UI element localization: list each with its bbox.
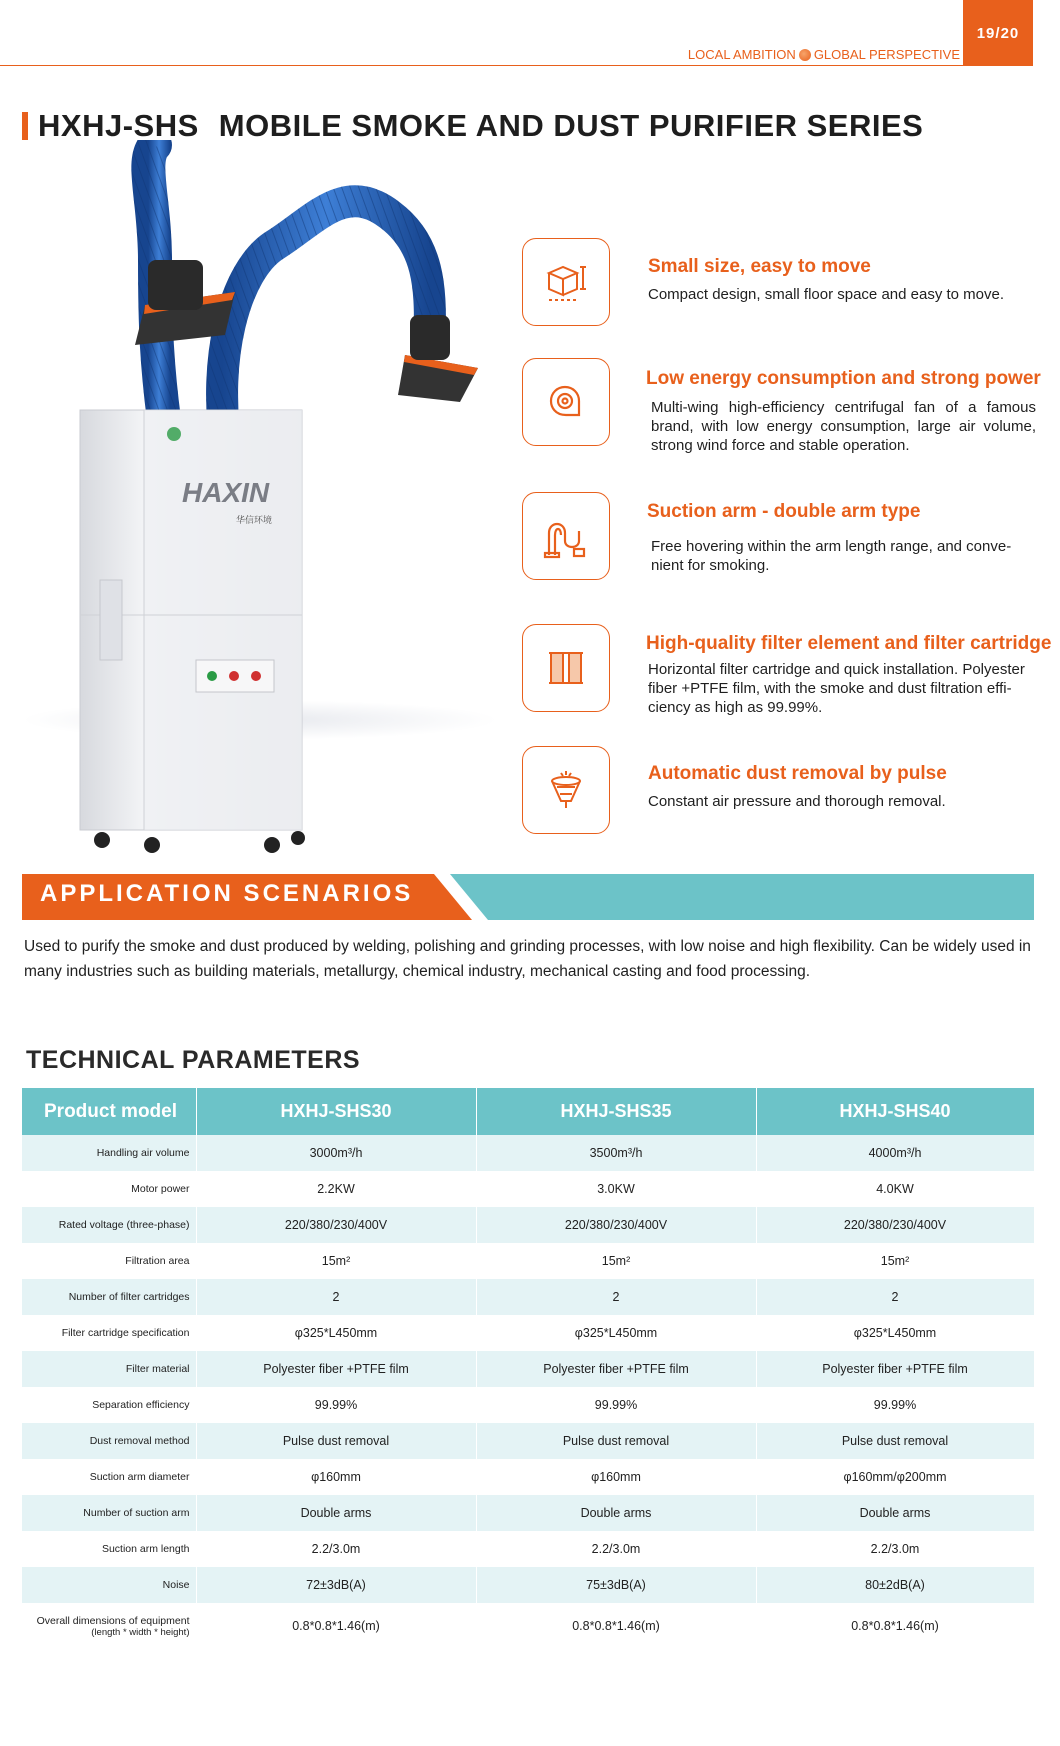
table-cell: Pulse dust removal: [476, 1423, 756, 1459]
table-cell: 220/380/230/400V: [196, 1207, 476, 1243]
table-cell: φ325*L450mm: [196, 1315, 476, 1351]
table-cell: 15m²: [756, 1243, 1034, 1279]
table-cell: 2: [476, 1279, 756, 1315]
table-cell: Double arms: [476, 1495, 756, 1531]
table-cell: 220/380/230/400V: [476, 1207, 756, 1243]
table-header-row: [22, 1088, 1034, 1135]
row-label: [22, 1567, 196, 1603]
row-label-text: Overall dimensions of equipment: [36, 1614, 190, 1627]
tagline: [688, 47, 960, 62]
row-label: [22, 1495, 196, 1531]
table-cell: Double arms: [756, 1495, 1034, 1531]
row-label-text: Suction arm diameter: [89, 1471, 190, 1483]
table-cell: Polyester fiber +PTFE film: [756, 1351, 1034, 1387]
filter-icon: [522, 624, 610, 712]
row-label-text: Dust removal method: [89, 1435, 190, 1447]
row-label: [22, 1207, 196, 1243]
table-cell: 4000m³/h: [756, 1135, 1034, 1171]
row-label-text: Separation efficiency: [92, 1399, 190, 1411]
pulse-icon: [522, 746, 610, 834]
column-header: Product model: [22, 1088, 196, 1135]
row-label: [22, 1531, 196, 1567]
table-cell: 72±3dB(A): [196, 1567, 476, 1603]
table-cell: 99.99%: [476, 1387, 756, 1423]
table-cell: φ325*L450mm: [476, 1315, 756, 1351]
table-cell: φ325*L450mm: [756, 1315, 1034, 1351]
table-row: [22, 1603, 1034, 1649]
row-label-text: Filter material: [125, 1363, 190, 1375]
feature-desc: Multi-wing high-efficiency centrifugal fan of a famous brand, with low energy consumption, large air volume, strong wind force and stable operation.: [651, 399, 1036, 454]
table-cell: 2: [756, 1279, 1034, 1315]
column-header: HXHJ-SHS35: [476, 1088, 756, 1135]
tagline-left: LOCAL AMBITION: [687, 47, 796, 62]
table-row: [22, 1351, 1034, 1387]
table-cell: 2.2/3.0m: [756, 1531, 1034, 1567]
row-label-text: Filter cartridge specification: [61, 1327, 190, 1339]
table-row: [22, 1135, 1034, 1171]
table-cell: Pulse dust removal: [196, 1423, 476, 1459]
row-label: [22, 1171, 196, 1207]
page-number: 19/20: [963, 0, 1033, 66]
row-label: [22, 1315, 196, 1351]
application-text: Used to purify the smoke and dust produced by welding, polishing and grinding processes, with low noise and high flexibility. Can be widely used in many industries such as building materials, metallurgy, chemical industry, mechanical casting and food processing.: [24, 938, 1031, 980]
feature-title: Small size, easy to move: [648, 256, 871, 277]
row-label: [22, 1135, 196, 1171]
table-cell: Double arms: [196, 1495, 476, 1531]
table-cell: Polyester fiber +PTFE film: [476, 1351, 756, 1387]
table-row: [22, 1567, 1034, 1603]
table-cell: 75±3dB(A): [476, 1567, 756, 1603]
table-cell: 3500m³/h: [476, 1135, 756, 1171]
table-cell: 0.8*0.8*1.46(m): [756, 1603, 1034, 1649]
column-header: HXHJ-SHS40: [756, 1088, 1034, 1135]
table-cell: 2.2/3.0m: [476, 1531, 756, 1567]
table-cell: Polyester fiber +PTFE film: [196, 1351, 476, 1387]
feature-title: Low energy consumption and strong power: [646, 368, 1041, 389]
table-cell: 15m²: [476, 1243, 756, 1279]
row-label-text: Noise: [162, 1579, 190, 1591]
fan-icon: [522, 358, 610, 446]
table-cell: φ160mm/φ200mm: [756, 1459, 1034, 1495]
row-label: [22, 1243, 196, 1279]
table-cell: 80±2dB(A): [756, 1567, 1034, 1603]
feature-title: Suction arm - double arm type: [647, 501, 921, 522]
row-label-text: Rated voltage (three-phase): [58, 1219, 190, 1231]
table-cell: 0.8*0.8*1.46(m): [476, 1603, 756, 1649]
row-label: [22, 1423, 196, 1459]
table-row: [22, 1423, 1034, 1459]
arm-icon: [522, 492, 610, 580]
row-label: [22, 1459, 196, 1495]
table-cell: 4.0KW: [756, 1171, 1034, 1207]
product-image: [60, 140, 540, 860]
row-label-text: Motor power: [131, 1183, 190, 1195]
feature-desc: Compact design, small floor space and easy to move.: [648, 286, 1005, 303]
row-label-text: Filtration area: [125, 1255, 190, 1267]
column-header: HXHJ-SHS30: [196, 1088, 476, 1135]
row-sublabel: (length * width * height): [91, 1626, 190, 1638]
title-model: HXHJ-SHS: [38, 108, 199, 143]
page-title: [38, 108, 923, 144]
feature-desc: Free hovering within the arm length range, and conve-nient for smoking.: [651, 538, 1012, 574]
table-cell: 2: [196, 1279, 476, 1315]
row-label-text: Suction arm length: [101, 1543, 190, 1555]
feature-desc: Horizontal filter cartridge and quick installation. Polyester fiber +PTFE film, with the smoke and dust filtration effi-ciency as high as 99.99%.: [648, 661, 1025, 716]
table-cell: 99.99%: [756, 1387, 1034, 1423]
table-row: [22, 1315, 1034, 1351]
table-row: [22, 1171, 1034, 1207]
table-row: [22, 1387, 1034, 1423]
row-label: [22, 1351, 196, 1387]
table-cell: 99.99%: [196, 1387, 476, 1423]
globe-icon: [799, 49, 811, 61]
table-cell: φ160mm: [476, 1459, 756, 1495]
feature-desc: Constant air pressure and thorough removal.: [648, 793, 946, 810]
table-row: [22, 1459, 1034, 1495]
title-accent-bar: [22, 112, 28, 140]
table-row: [22, 1207, 1034, 1243]
table-row: [22, 1279, 1034, 1315]
header-divider: [0, 65, 1033, 66]
table-row: [22, 1243, 1034, 1279]
table-cell: φ160mm: [196, 1459, 476, 1495]
row-label-text: Handling air volume: [96, 1147, 190, 1159]
feature-title: High-quality filter element and filter cartridge: [646, 633, 1052, 654]
table-cell: 15m²: [196, 1243, 476, 1279]
table-cell: Pulse dust removal: [756, 1423, 1034, 1459]
row-label-text: Number of filter cartridges: [68, 1291, 190, 1303]
row-label: [22, 1387, 196, 1423]
title-series: MOBILE SMOKE AND DUST PURIFIER SERIES: [218, 108, 924, 143]
row-label: [22, 1279, 196, 1315]
parameters-table: [22, 1088, 1035, 1649]
box-icon: [522, 238, 610, 326]
table-cell: 2.2/3.0m: [196, 1531, 476, 1567]
row-label: [22, 1603, 196, 1649]
tagline-right: GLOBAL PERSPECTIVE: [813, 47, 960, 62]
application-banner-teal: [450, 874, 1034, 920]
table-row: [22, 1531, 1034, 1567]
table-cell: 3.0KW: [476, 1171, 756, 1207]
row-label-text: Number of suction arm: [83, 1507, 190, 1519]
table-cell: 220/380/230/400V: [756, 1207, 1034, 1243]
svg-text:HAXIN: HAXIN: [182, 477, 270, 508]
tech-title: TECHNICAL PARAMETERS: [26, 1046, 361, 1074]
table-cell: 2.2KW: [196, 1171, 476, 1207]
svg-text:华信环境: 华信环境: [236, 516, 273, 526]
table-cell: 0.8*0.8*1.46(m): [196, 1603, 476, 1649]
table-cell: 3000m³/h: [196, 1135, 476, 1171]
table-row: [22, 1495, 1034, 1531]
application-title: APPLICATION SCENARIOS: [40, 880, 414, 907]
feature-title: Automatic dust removal by pulse: [648, 763, 947, 784]
